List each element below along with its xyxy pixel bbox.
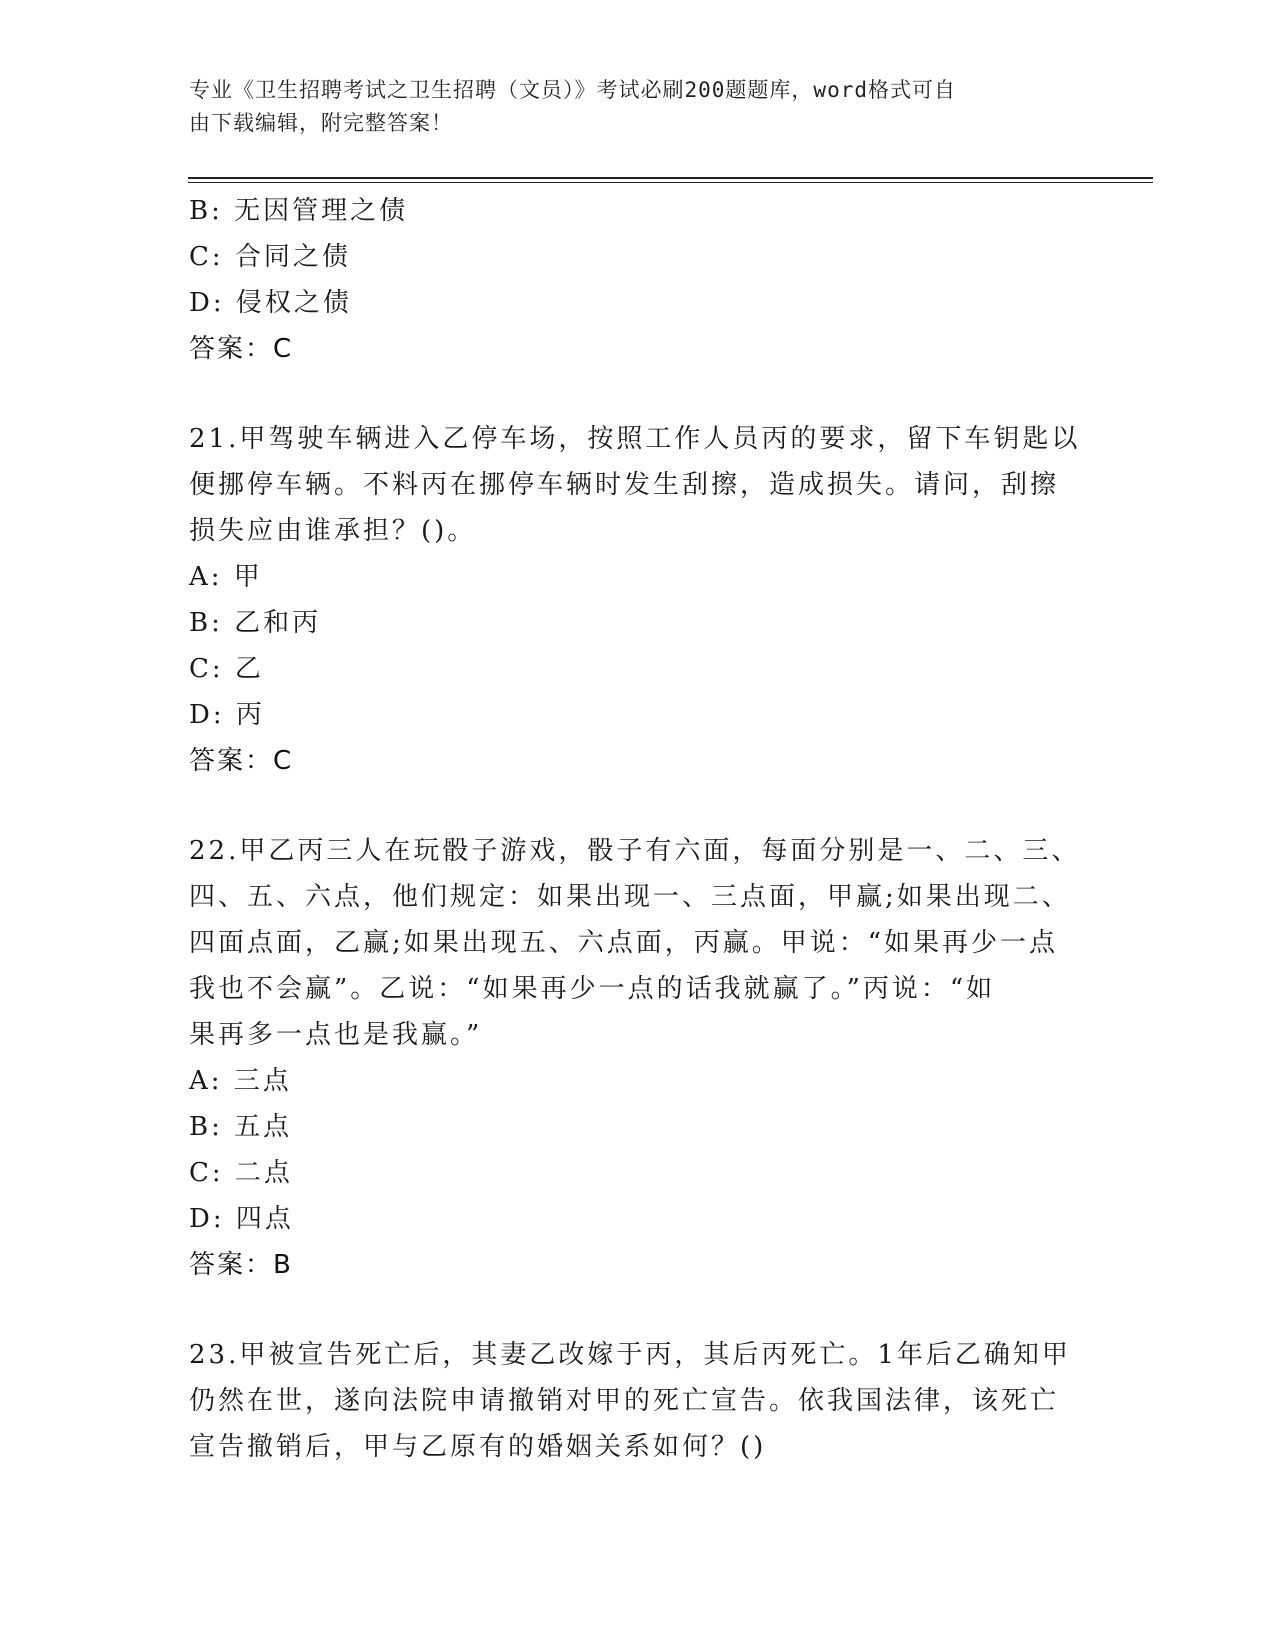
option-d: D: 丙 — [189, 700, 265, 730]
spacer — [189, 1288, 1089, 1332]
question-text-line: 仍然在世，遂向法院申请撤销对甲的死亡宣告。依我国法律，该死亡 — [189, 1386, 1060, 1416]
document-body — [189, 188, 1089, 1470]
header-line-2: 由下载编辑，附完整答案！ — [189, 111, 453, 135]
question-text-line: 我也不会赢”。乙说：“如果再少一点的话我就赢了。”丙说：“如 — [189, 974, 996, 1004]
option-b: B: 乙和丙 — [189, 608, 322, 638]
option-c: C: 二点 — [189, 1158, 293, 1188]
answer-line: 答案：B — [189, 1250, 293, 1280]
question-text-line: 四面点面，乙赢;如果出现五、六点面，丙赢。甲说：“如果再少一点 — [189, 928, 1059, 958]
question-text-line: 四、五、六点，他们规定：如果出现一、三点面，甲赢;如果出现二、 — [189, 882, 1071, 912]
option-c: C: 乙 — [189, 654, 264, 684]
answer-line: 答案：C — [189, 334, 294, 364]
question-text-line: 果再多一点也是我赢。” — [189, 1020, 483, 1050]
question-21 — [189, 416, 1089, 784]
option-c: C: 合同之债 — [189, 242, 351, 272]
question-text-line: 22.甲乙丙三人在玩骰子游戏，骰子有六面，每面分别是一、二、三、 — [189, 836, 1081, 866]
header-line-1: 专业《卫生招聘考试之卫生招聘（文员）》考试必刷200题题库，word格式可自 — [189, 78, 956, 102]
spacer — [189, 784, 1089, 828]
header-divider-thick — [188, 177, 1153, 179]
document-header — [189, 74, 1069, 140]
option-b: B: 五点 — [189, 1112, 293, 1142]
question-text-line: 宣告撤销后，甲与乙原有的婚姻关系如何？() — [189, 1432, 767, 1462]
question-text-line: 23.甲被宣告死亡后，其妻乙改嫁于丙，其后丙死亡。1年后乙确知甲 — [189, 1340, 1071, 1370]
option-d: D: 侵权之债 — [189, 288, 352, 318]
header-divider-thin — [188, 182, 1153, 183]
question-text-line: 损失应由谁承担？()。 — [189, 516, 477, 546]
spacer — [189, 372, 1089, 416]
question-22 — [189, 828, 1089, 1288]
option-a: A: 甲 — [189, 562, 263, 592]
question-20-tail — [189, 188, 1089, 372]
option-b: B: 无因管理之债 — [189, 196, 409, 226]
option-a: A: 三点 — [189, 1066, 292, 1096]
question-23 — [189, 1332, 1089, 1470]
answer-line: 答案：C — [189, 746, 294, 776]
option-d: D: 四点 — [189, 1204, 294, 1234]
question-text-line: 21.甲驾驶车辆进入乙停车场，按照工作人员丙的要求，留下车钥匙以 — [189, 424, 1081, 454]
question-text-line: 便挪停车辆。不料丙在挪停车辆时发生刮擦，造成损失。请问，刮擦 — [189, 470, 1060, 500]
